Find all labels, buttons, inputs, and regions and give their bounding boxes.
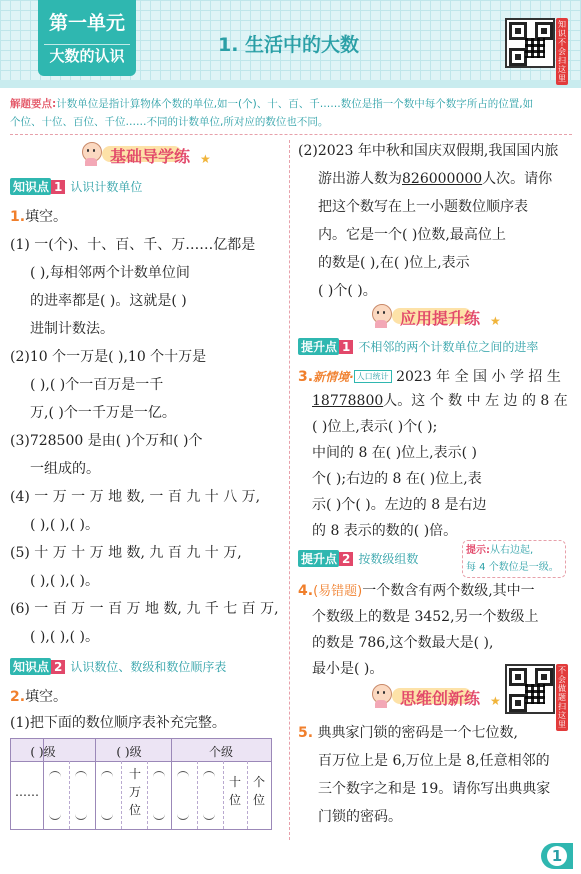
- q5-line: 三个数字之和是 19。请你写出典典家: [318, 781, 551, 797]
- tips-label: 解题要点:: [10, 98, 57, 110]
- q3-line: 的 8 表示的数的( )倍。: [312, 523, 458, 539]
- tips-line-2: 个位、十位、百位、千位……不同的计数单位,所对应的数位也不同。: [10, 116, 329, 128]
- tips-block: [10, 95, 572, 131]
- q4-line: 4.(易错题)一个数含有两个数级,其中一: [298, 583, 535, 599]
- star-icon: ★: [490, 314, 501, 328]
- qr-tag-mid: 不会做题扫这里: [558, 666, 566, 729]
- column-divider: [289, 140, 290, 840]
- q1-line: 万,( )个一千万是一亿。: [30, 405, 176, 421]
- q5-line: 百万位上是 6,万位上是 8,任意相邻的: [318, 753, 550, 769]
- knowledge-point-1: 知识点 1 认识计数单位: [10, 178, 142, 195]
- level-cell: 个级: [208, 745, 233, 759]
- qr-code-icon[interactable]: [505, 664, 555, 714]
- table-dots: ……: [15, 785, 39, 799]
- q1-line: ( ),每相邻两个计数单位间: [30, 265, 190, 281]
- page-number: 1: [541, 843, 573, 869]
- header-stripe: [0, 80, 581, 88]
- tourist-number: 826000000: [402, 171, 483, 187]
- q3-line: 3.新情境· 人口统计 2023 年 全 国 小 学 招 生: [298, 369, 561, 385]
- q2-sub: (1)把下面的数位顺序表补充完整。: [10, 715, 226, 731]
- q3-line: 18778800人。这 个 数 中 左 边 的 8 在: [312, 393, 568, 409]
- star-icon: ★: [490, 694, 501, 708]
- raise-point-1: 提升点 1 不相邻的两个计数单位之间的进率: [298, 338, 538, 355]
- section-apply-title: 应用提升练: [400, 306, 480, 329]
- q5-line: 5. 典典家门锁的密码是一个七位数,: [298, 725, 518, 741]
- q2-2-line: 游出游人数为826000000人次。请你: [318, 171, 553, 187]
- star-icon: ★: [200, 152, 211, 166]
- place-shiwan: 十 万 位: [128, 767, 141, 817]
- mascot-icon: [370, 684, 392, 708]
- q1-line: ( ),( ),( )。: [30, 573, 100, 589]
- q3-line: 个( );右边的 8 在( )位上,表: [312, 471, 482, 487]
- place-shi: 十 位: [228, 775, 241, 807]
- q1-title: 1.填空。: [10, 209, 68, 225]
- q2-2-line: 的数是( ),在( )位上,表示: [318, 255, 470, 271]
- level-cell: ( )级: [30, 745, 56, 759]
- q5-line: 门锁的密码。: [318, 809, 402, 825]
- raise-point-2: 提升点 2 按数级组数: [298, 550, 418, 567]
- qr-tag-top: 知识不会扫这里: [558, 20, 566, 83]
- section-basic-title: 基础导学练: [110, 144, 190, 167]
- knowledge-point-2: 知识点 2 认识数位、数级和数位顺序表: [10, 658, 226, 675]
- q1-line: 一组成的。: [30, 461, 100, 477]
- unit-title: 第一单元: [48, 12, 125, 34]
- place-value-table: [10, 738, 272, 830]
- q1-line: ( ),( ),( )。: [30, 517, 100, 533]
- q4-line: 最小是( )。: [312, 661, 384, 677]
- tips-line-1: 计数单位是指计算物体个数的单位,如一(个)、十、百、千……数位是指一个数中每个数字所占的位置,如: [56, 98, 534, 110]
- q1-line: (5) 十 万 十 万 地 数, 九 百 九 十 万,: [10, 545, 242, 561]
- q2-2-line: ( )个( )。: [318, 283, 377, 299]
- q1-line: (4) 一 万 一 万 地 数, 一 百 九 十 八 万,: [10, 489, 261, 505]
- qr-code-icon[interactable]: [505, 18, 555, 68]
- mascot-icon: [80, 142, 102, 166]
- q2-2-line: 内。它是一个( )位数,最高位上: [318, 227, 506, 243]
- q2-2-line: (2)2023 年中秋和国庆双假期,我国国内旅: [298, 143, 559, 159]
- hint-box: 提示:从右边起, 每 4 个数位是一级。: [462, 540, 566, 578]
- level-cell: ( )级: [116, 745, 142, 759]
- mascot-icon: [370, 304, 392, 328]
- q2-title: 2.填空。: [10, 689, 68, 705]
- q1-line: 进制计数法。: [30, 321, 114, 337]
- q4-line: 个数级上的数是 3452,另一个数级上: [312, 609, 539, 625]
- q3-line: ( )位上,表示( )个( );: [312, 419, 438, 435]
- unit-subtitle: 大数的认识: [44, 44, 130, 69]
- section-think-title: 思维创新练: [400, 686, 480, 709]
- q1-line: 的进率都是( )。这就是( ): [30, 293, 187, 309]
- q1-line: ( ),( )个一百万是一千: [30, 377, 164, 393]
- lesson-title: 1. 生活中的大数: [218, 34, 360, 56]
- q3-line: 示( )个( )。左边的 8 是右边: [312, 497, 487, 513]
- q1-line: (1) 一(个)、十、百、千、万……亿都是: [10, 237, 256, 253]
- q1-line: (2)10 个一万是( ),10 个十万是: [10, 349, 207, 365]
- population-badge: 人口统计: [354, 370, 392, 383]
- q1-line: (6) 一 百 万 一 百 万 地 数, 九 千 七 百 万,: [10, 601, 279, 617]
- q4-line: 的数是 786,这个数最大是( ),: [312, 635, 494, 651]
- q1-line: (3)728500 是由( )个万和( )个: [10, 433, 203, 449]
- q2-2-line: 把这个数写在上一小题数位顺序表: [318, 199, 528, 215]
- q1-line: ( ),( ),( )。: [30, 629, 100, 645]
- unit-badge: [38, 0, 136, 76]
- q3-line: 中间的 8 在( )位上,表示( ): [312, 445, 478, 461]
- students-number: 18778800: [312, 393, 384, 409]
- tips-divider: [10, 134, 572, 135]
- place-ge: 个 位: [252, 775, 265, 807]
